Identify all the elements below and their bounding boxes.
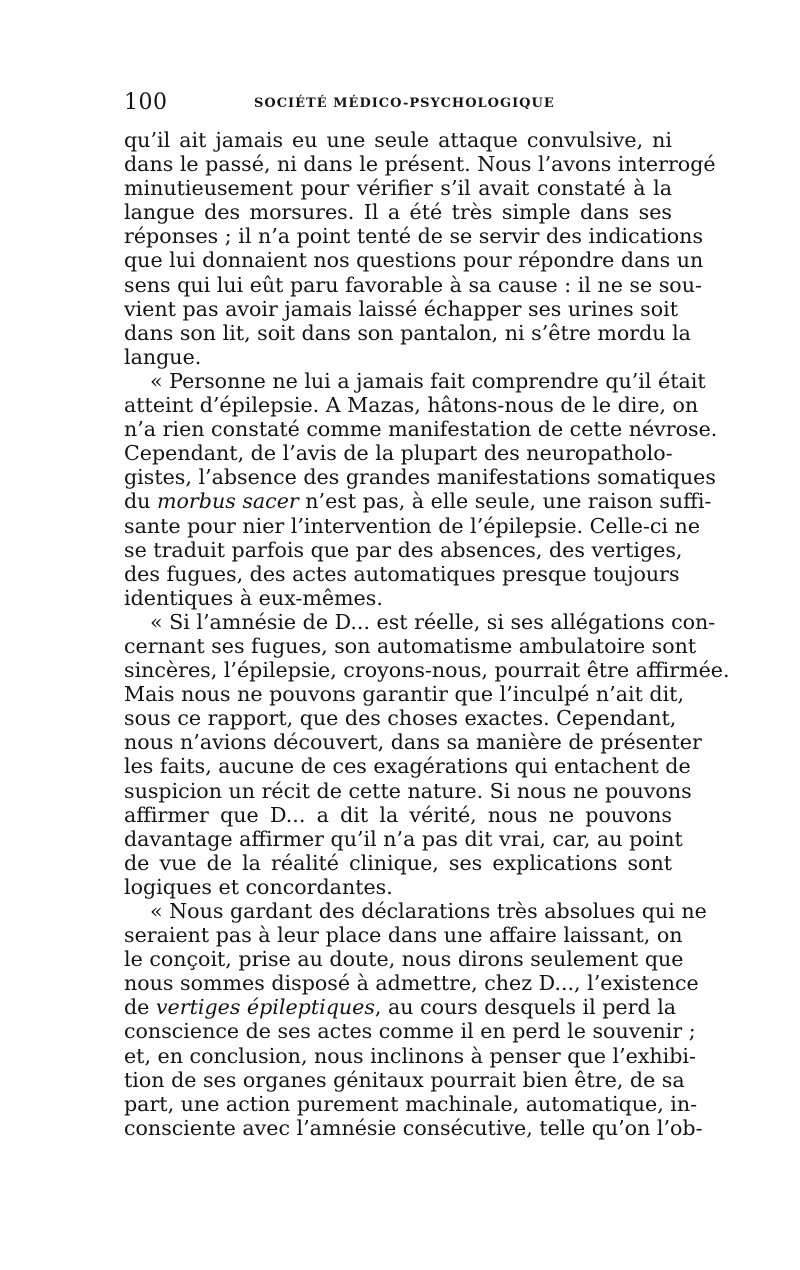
text-line: dans son lit, soit dans son pantalon, ni s’être mordu la: [124, 320, 691, 345]
body-text: [124, 128, 730, 1140]
text-line: « Nous gardant des déclarations très absolues qui ne: [150, 899, 707, 923]
text-line: le conçoit, prise au doute, nous dirons seulement que: [124, 947, 684, 972]
text-line: consciente avec l’amnésie consécutive, telle qu’on l’ob-: [124, 1115, 703, 1140]
text-line: dans le passé, ni dans le présent. Nous l’avons interrogé: [124, 152, 716, 177]
text-line: gistes, l’absence des grandes manifestations somatiques: [124, 465, 716, 490]
text-line: langue.: [124, 344, 202, 369]
running-head: [124, 88, 672, 118]
text-line: vient pas avoir jamais laissé échapper ses urines soit: [124, 296, 679, 321]
text-line: sante pour nier l’intervention de l’épilepsie. Celle-ci ne: [124, 513, 701, 538]
text-line: nous n’avions découvert, dans sa manière de présenter: [124, 730, 702, 755]
text-line: qu’il ait jamais eu une seule attaque convulsive, ni: [124, 128, 672, 152]
text-line: part, une action purement machinale, automatique, in-: [124, 1091, 698, 1116]
text-line: tion de ses organes génitaux pourrait bien être, de sa: [124, 1067, 685, 1092]
text-line: de vue de la réalité clinique, ses explications sont: [124, 850, 672, 875]
text-line: sincères, l’épilepsie, croyons-nous, pourrait être affirmée.: [124, 658, 730, 683]
page-number: 100: [124, 90, 168, 115]
text-line: nous sommes disposé à admettre, chez D..., l’existence: [124, 971, 699, 996]
text-line: du morbus sacer n’est pas, à elle seule, une raison suffi-: [124, 489, 712, 514]
text-line: des fugues, des actes automatiques presque toujours: [124, 561, 680, 586]
text-line: réponses ; il n’a point tenté de se servir des indications: [124, 224, 704, 249]
text-line: minutieusement pour vérifier s’il avait constaté à la: [124, 176, 672, 201]
text-line: « Personne ne lui a jamais fait comprendre qu’il était: [150, 368, 706, 393]
text-line: se traduit parfois que par des absences, des vertiges,: [124, 537, 683, 562]
text-line: les faits, aucune de ces exagérations qui entachent de: [124, 754, 691, 779]
text-line: identiques à eux-mêmes.: [124, 585, 383, 610]
text-line: conscience de ses actes comme il en perd le souvenir ;: [124, 1019, 696, 1044]
text-line: atteint d’épilepsie. A Mazas, hâtons-nous de le dire, on: [124, 393, 699, 418]
running-title: SOCIÉTÉ MÉDICO-PSYCHOLOGIQUE: [254, 96, 555, 111]
text-line: Cependant, de l’avis de la plupart des neuropatholo-: [124, 441, 673, 466]
text-line: langue des morsures. Il a été très simple dans ses: [124, 200, 672, 225]
text-line: « Si l’amnésie de D... est réelle, si ses allégations con-: [150, 609, 716, 634]
text-line: logiques et concordantes.: [124, 874, 393, 899]
text-line: de vertiges épileptiques, au cours desquels il perd la: [124, 995, 677, 1020]
text-line: affirmer que D... a dit la vérité, nous ne pouvons: [124, 802, 672, 827]
text-line: que lui donnaient nos questions pour répondre dans un: [124, 248, 704, 273]
text-line: suspicion un récit de cette nature. Si nous ne pouvons: [124, 778, 692, 803]
text-line: sous ce rapport, que des choses exactes. Cependant,: [124, 706, 677, 731]
text-line: davantage affirmer qu’il n’a pas dit vrai, car, au point: [124, 826, 683, 851]
text-line: et, en conclusion, nous inclinons à penser que l’exhibi-: [124, 1043, 696, 1068]
text-line: cernant ses fugues, son automatisme ambulatoire sont: [124, 633, 697, 658]
text-line: sens qui lui eût paru favorable à sa cause : il ne se sou-: [124, 272, 702, 297]
text-line: Mais nous ne pouvons garantir que l’inculpé n’ait dit,: [124, 682, 685, 707]
text-line: n’a rien constaté comme manifestation de cette névrose.: [124, 417, 718, 442]
text-line: seraient pas à leur place dans une affaire laissant, on: [124, 923, 683, 948]
